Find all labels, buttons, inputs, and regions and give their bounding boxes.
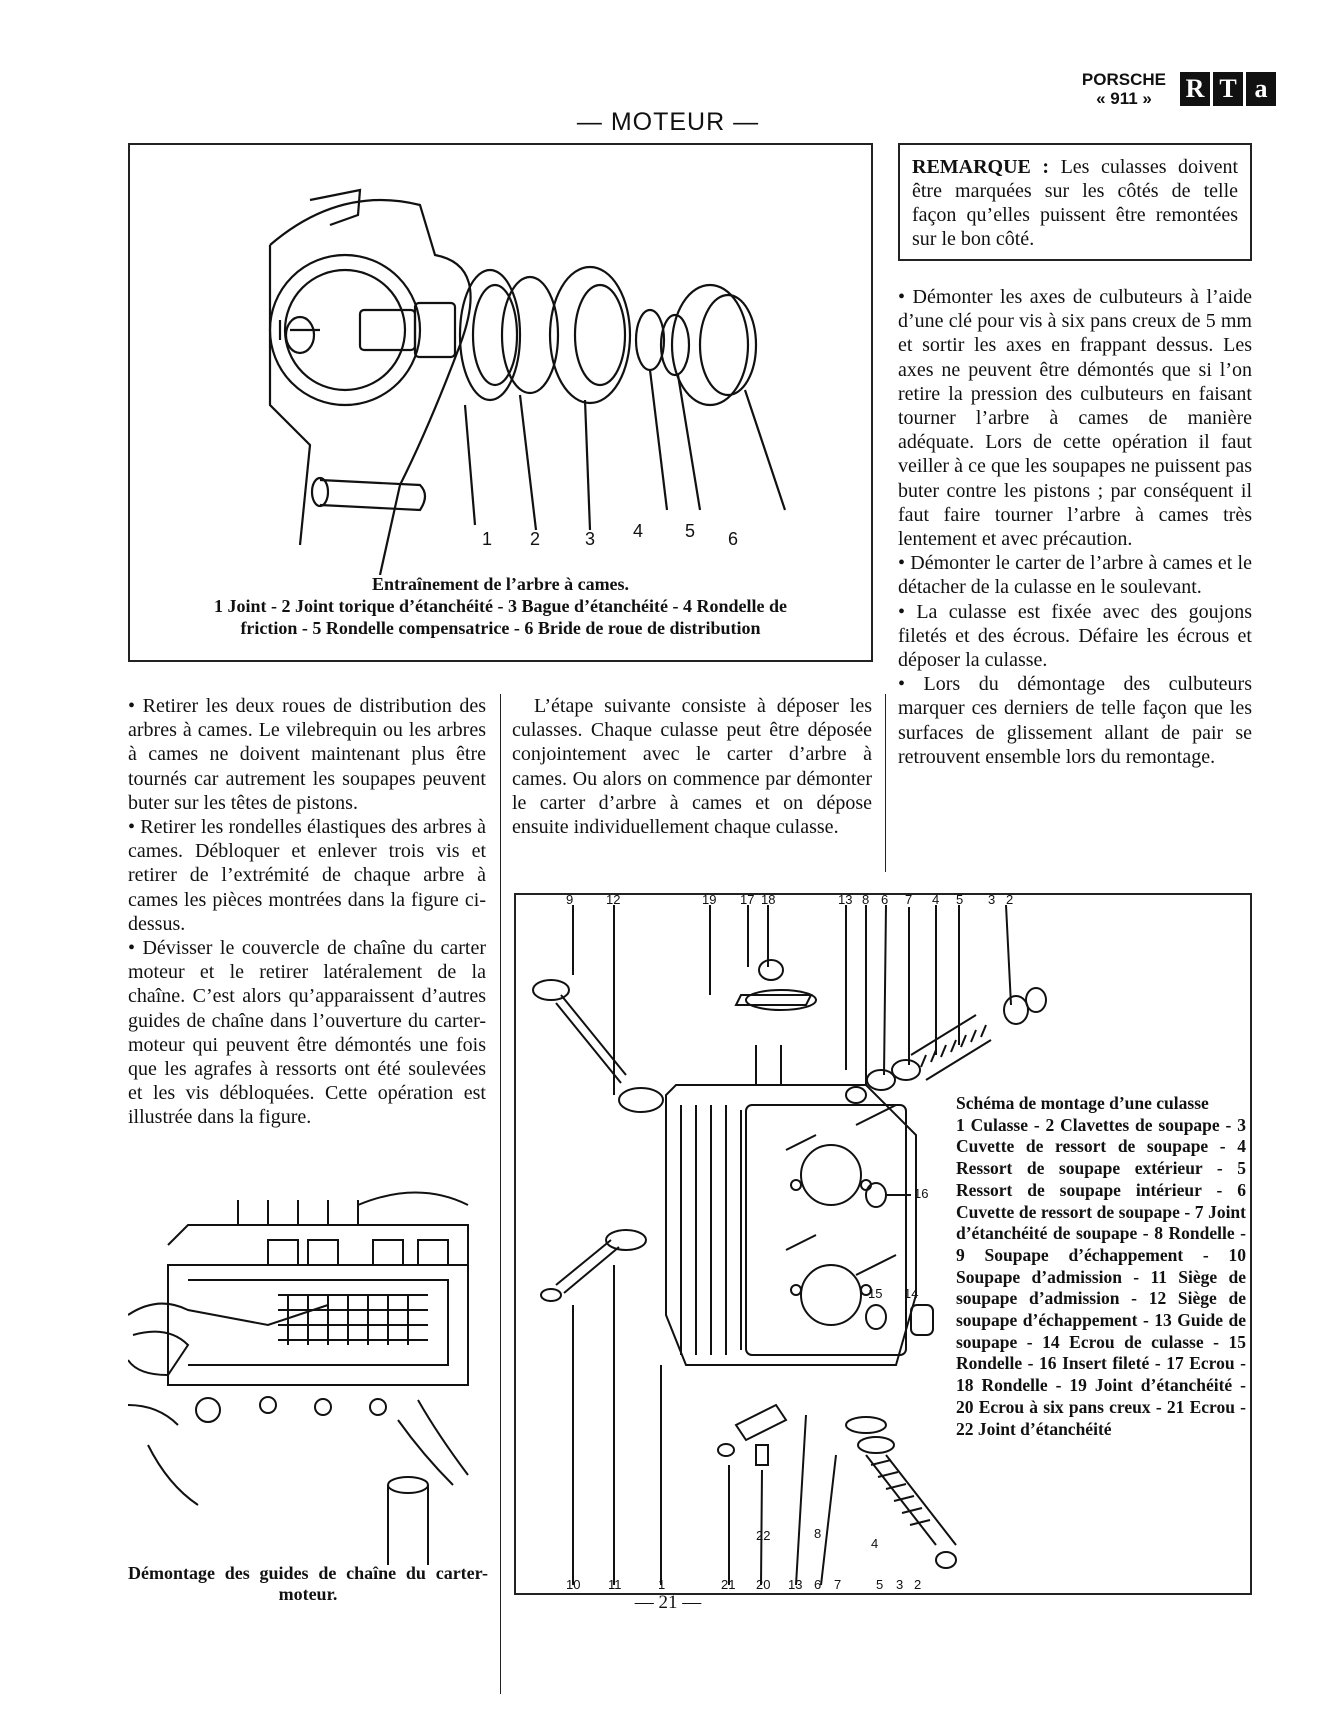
right-paragraph-3: • La culasse est fixée avec des goujons filetés et des écrous. Défaire les écrous et déposer la culasse. — [898, 600, 1252, 673]
section-title: — MOTEUR — — [576, 108, 760, 136]
right-paragraph-2: • Démonter le carter de l’arbre à cames et le détacher de la culasse en le soulevant. — [898, 551, 1252, 599]
fig3-bottom-label-2: 2 — [914, 1577, 922, 1592]
column-divider-right — [885, 694, 886, 872]
logo-letter-r: R — [1180, 72, 1210, 106]
fig1-label-6: 6 — [728, 529, 739, 549]
fig3-top-label-3: 3 — [988, 895, 996, 907]
fig1-label-3: 3 — [585, 529, 596, 549]
fig3-top-label-8: 8 — [862, 895, 870, 907]
right-paragraph-1: • Démonter les axes de culbuteurs à l’aide d’une clé pour vis à six pans creux de 5 mm et sortir les axes en frappant dessus. Les axes ne peuvent être démontés que si l’on retire la pression des culbuteurs en faisant tourner l’arbre à cames de manière adéquate. Lors de cette opération il faut veiller à ce que les soupapes ne puissent pas buter contre les pistons ; par conséquent il faut faire tourner l’arbre à cames très lentement et avec précaution. — [898, 285, 1252, 551]
fig3-mid-label-8: 8 — [814, 1526, 822, 1541]
fig3-caption-title: Schéma de montage d’une culasse — [956, 1093, 1209, 1113]
fig3-bottom-label-1: 1 — [658, 1577, 666, 1592]
fig3-bottom-label-21: 21 — [721, 1577, 736, 1592]
fig3-top-label-4: 4 — [932, 895, 940, 907]
fig1-label-2: 2 — [530, 529, 541, 549]
fig3-mid-label-16: 16 — [914, 1186, 929, 1201]
logo-letter-t: T — [1213, 72, 1243, 106]
left-paragraph-3: • Dévisser le couvercle de chaîne du carter moteur et le retirer latéralement de la chaîne. C’est alors qu’apparaissent d’autres guides de chaîne dans l’ouverture du carter-moteur qui peuvent être démontés une fois que les agrafes à ressorts ont été soulevées et les vis débloquées. Cette opération est illustrée dans la figure. — [128, 936, 486, 1130]
fig3-top-label-19: 19 — [702, 895, 717, 907]
brand-line1: PORSCHE — [1081, 70, 1166, 89]
figure-camshaft-drive — [128, 143, 873, 662]
remark-box — [898, 143, 1252, 261]
column-divider-left — [500, 694, 501, 1694]
fig3-top-label-6: 6 — [881, 895, 889, 907]
page-number: — 21 — — [634, 1592, 702, 1613]
right-paragraph-4: • Lors du démontage des culbuteurs marquer ces derniers de telle façon que les surfaces de glissement allant de pair se retrouvent ensemble lors du remontage. — [898, 672, 1252, 769]
fig3-mid-label-15: 15 — [868, 1286, 883, 1301]
fig3-bottom-label-5: 5 — [876, 1577, 884, 1592]
figure-chain-guides — [128, 1185, 488, 1585]
fig3-bottom-label-7: 7 — [834, 1577, 842, 1592]
figure-cylinder-head — [514, 893, 1252, 1595]
brand-header — [1082, 70, 1276, 108]
fig3-top-label-12: 12 — [606, 895, 621, 907]
brand-line2: « 911 » — [1096, 89, 1152, 108]
fig3-top-label-13: 13 — [838, 895, 853, 907]
fig3-bottom-label-13: 13 — [788, 1577, 803, 1592]
fig3-caption-text: 1 Culasse - 2 Clavettes de soupape - 3 Cuvette de ressort de soupape - 4 Ressort de soupape extérieur - 5 Ressort de soupape intérieur - 6 Cuvette de ressort de soupape - 7 Joint d’étanchéité de soupape - 8 Rondelle - 9 Soupape d’échappement - 10 Soupape d’admission - 11 Siège de soupape d’admission - 12 Siège de soupape d’échappement - 13 Guide de soupape - 14 Ecrou de culasse - 15 Rondelle - 16 Insert fileté - 17 Ecrou - 18 Rondelle - 19 Joint d’étanchéité - 20 Ecrou à six pans creux - 21 Ecrou - 22 Joint d’étanchéité — [956, 1114, 1246, 1439]
fig1-caption-title: Entraînement de l’arbre à cames. — [371, 574, 630, 594]
left-column — [128, 694, 486, 1130]
middle-column — [512, 694, 872, 839]
fig1-label-4: 4 — [633, 521, 644, 541]
fig3-bottom-label-6: 6 — [814, 1577, 822, 1592]
rta-logo — [1180, 72, 1276, 106]
left-paragraph-1: • Retirer les deux roues de distribution des arbres à cames. Le vilebrequin ou les arbres à cames ne doivent maintenant plus être tournés car autrement les soupapes peuvent buter sur les têtes de pistons. — [128, 694, 486, 815]
fig1-label-1: 1 — [482, 529, 493, 549]
remark-label: REMARQUE : — [912, 156, 1050, 178]
fig1-caption-line1: 1 Joint - 2 Joint torique d’étanchéité - 3 Bague d’étanchéité - 4 Rondelle de — [214, 596, 787, 616]
fig1-caption-line2: friction - 5 Rondelle compensatrice - 6 Bride de roue de distribution — [240, 618, 761, 638]
camshaft-drive-illustration — [130, 145, 871, 575]
right-column — [898, 285, 1252, 769]
logo-letter-a: a — [1246, 72, 1276, 106]
fig3-top-label-18: 18 — [761, 895, 776, 907]
fig3-top-label-5: 5 — [956, 895, 964, 907]
fig3-mid-label-22: 22 — [756, 1528, 771, 1543]
fig1-label-5: 5 — [685, 521, 696, 541]
fig3-top-label-17: 17 — [740, 895, 755, 907]
fig3-top-label-9: 9 — [566, 895, 574, 907]
fig3-bottom-label-20: 20 — [756, 1577, 771, 1592]
fig3-top-label-2: 2 — [1006, 895, 1014, 907]
brand-text — [1082, 70, 1166, 108]
chain-guides-illustration — [128, 1185, 488, 1585]
fig3-top-label-7: 7 — [905, 895, 913, 907]
fig3-bottom-label-3: 3 — [896, 1577, 904, 1592]
remark-text: Les culasses doivent être marquées sur les côtés de telle façon qu’elles puissent être remontées sur le bon côté. — [912, 156, 1239, 250]
middle-paragraph: L’étape suivante consiste à déposer les culasses. Chaque culasse peut être déposée conjointement avec le carter d’arbre à cames. Ou alors on commence par démonter le carter d’arbre à cames et on dépose ensuite individuellement chaque culasse. — [512, 695, 872, 839]
fig3-bottom-label-11: 11 — [608, 1577, 622, 1592]
fig3-bottom-label-10: 10 — [566, 1577, 581, 1592]
figure-camshaft-caption — [130, 573, 871, 639]
figure-chain-guides-caption: Démontage des guides de chaîne du carter-moteur. — [128, 1563, 488, 1604]
left-paragraph-2: • Retirer les rondelles élastiques des arbres à cames. Débloquer et enlever trois vis et retirer de l’extrémité de chaque arbre à cames les pièces montrées dans la figure ci-dessus. — [128, 815, 486, 936]
fig3-mid-label-14: 14 — [904, 1286, 919, 1301]
fig3-mid-label-4: 4 — [871, 1536, 879, 1551]
figure-cylinder-head-caption — [956, 1093, 1246, 1440]
